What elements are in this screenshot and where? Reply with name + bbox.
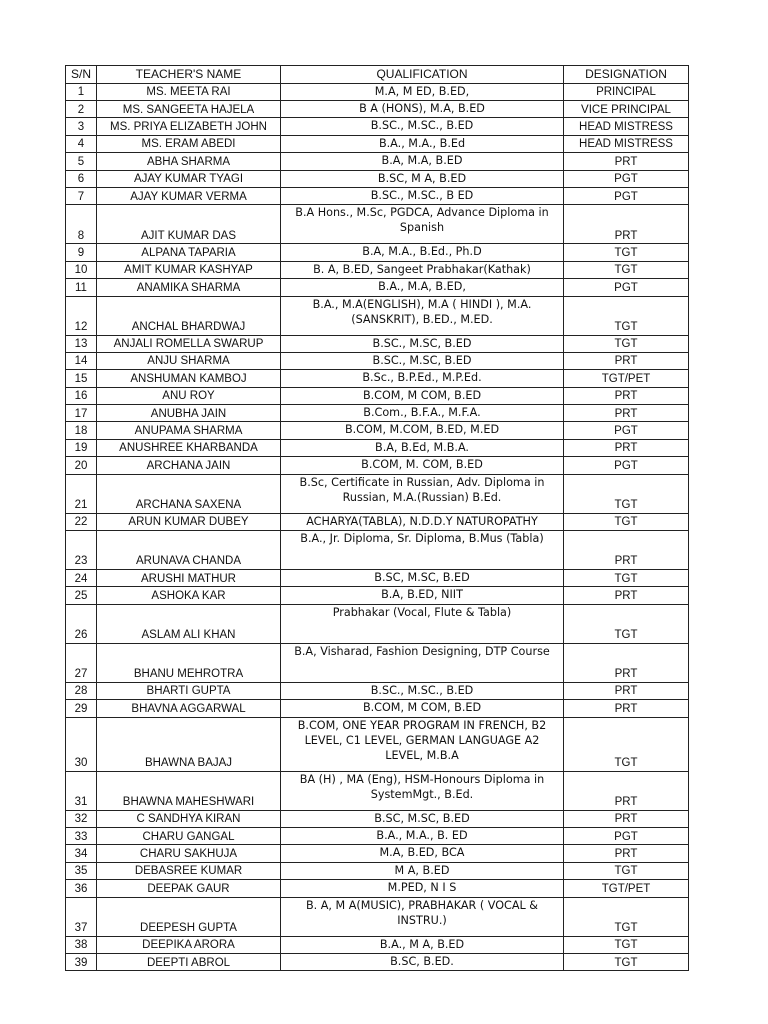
- table-row: [66, 643, 689, 682]
- cell-teacher-name: ARCHANA JAIN: [97, 457, 281, 474]
- cell-qualification: [281, 170, 564, 187]
- header-designation: DESIGNATION: [564, 66, 689, 84]
- qualification-text: M.PED, N I S: [387, 881, 457, 895]
- cell-designation: PRINCIPAL: [564, 83, 689, 100]
- qualification-text: B A (HONS), M.A, B.ED: [359, 101, 485, 115]
- cell-designation: TGT: [564, 296, 689, 335]
- cell-qualification: [281, 862, 564, 879]
- cell-qualification: [281, 83, 564, 100]
- cell-sn: 16: [66, 387, 97, 404]
- cell-sn: 11: [66, 279, 97, 296]
- cell-qualification: [281, 405, 564, 422]
- cell-teacher-name: ARUSHI MATHUR: [97, 570, 281, 587]
- cell-teacher-name: ANAMIKA SHARMA: [97, 279, 281, 296]
- table-row: [66, 100, 689, 117]
- cell-qualification: [281, 531, 564, 570]
- table-row: [66, 387, 689, 404]
- cell-sn: 31: [66, 771, 97, 810]
- cell-sn: 30: [66, 717, 97, 771]
- table-row: [66, 405, 689, 422]
- cell-teacher-name: MS. ERAM ABEDI: [97, 135, 281, 152]
- cell-teacher-name: C SANDHYA KIRAN: [97, 810, 281, 827]
- qualification-text: B.COM, ONE YEAR PROGRAM IN FRENCH, B2 LEVEL, C1 LEVEL, GERMAN LANGUAGE A2 LEVEL, M.B.A: [297, 718, 547, 762]
- cell-designation: PGT: [564, 827, 689, 844]
- table-row: [66, 170, 689, 187]
- cell-sn: 25: [66, 587, 97, 604]
- cell-teacher-name: ASHOKA KAR: [97, 587, 281, 604]
- cell-sn: 4: [66, 135, 97, 152]
- cell-teacher-name: DEEPIKA ARORA: [97, 936, 281, 953]
- qualification-text: B.SC, M.SC, B.ED: [374, 811, 470, 825]
- cell-teacher-name: AJIT KUMAR DAS: [97, 205, 281, 244]
- cell-qualification: [281, 587, 564, 604]
- cell-teacher-name: BHAVNA AGGARWAL: [97, 700, 281, 717]
- cell-teacher-name: ANU ROY: [97, 387, 281, 404]
- cell-qualification: [281, 827, 564, 844]
- table-row: [66, 771, 689, 810]
- cell-sn: 22: [66, 513, 97, 530]
- qualification-text: BA (H) , MA (Eng), HSM-Honours Diploma in SystemMgt., B.Ed.: [299, 772, 545, 801]
- cell-sn: 21: [66, 474, 97, 513]
- cell-teacher-name: ARUNAVA CHANDA: [97, 531, 281, 570]
- cell-designation: TGT: [564, 244, 689, 261]
- cell-sn: 27: [66, 643, 97, 682]
- table-row: [66, 205, 689, 244]
- cell-sn: 24: [66, 570, 97, 587]
- cell-sn: 2: [66, 100, 97, 117]
- table-row: [66, 700, 689, 717]
- cell-designation: PGT: [564, 187, 689, 204]
- cell-designation: PGT: [564, 170, 689, 187]
- table-row: [66, 135, 689, 152]
- cell-designation: TGT: [564, 261, 689, 278]
- cell-qualification: [281, 100, 564, 117]
- qualification-text: B.COM, M COM, B.ED: [362, 388, 482, 402]
- cell-designation: PRT: [564, 587, 689, 604]
- cell-teacher-name: ABHA SHARMA: [97, 153, 281, 170]
- qualification-text: B.A, B.ED, NIIT: [381, 588, 463, 602]
- table-row: [66, 587, 689, 604]
- cell-designation: PRT: [564, 153, 689, 170]
- qualification-text: Prabhakar (Vocal, Flute & Tabla): [332, 605, 512, 619]
- cell-designation: HEAD MISTRESS: [564, 135, 689, 152]
- cell-teacher-name: MS. MEETA RAI: [97, 83, 281, 100]
- cell-qualification: [281, 771, 564, 810]
- qualification-text: B.SC, B.ED.: [390, 954, 454, 968]
- cell-sn: 13: [66, 335, 97, 352]
- cell-sn: 14: [66, 352, 97, 369]
- table-row: [66, 897, 689, 936]
- cell-sn: 26: [66, 604, 97, 643]
- qualification-text: B.Sc., B.P.Ed., M.P.Ed.: [362, 371, 482, 385]
- cell-designation: PRT: [564, 405, 689, 422]
- cell-teacher-name: DEEPTI ABROL: [97, 953, 281, 970]
- cell-teacher-name: AMIT KUMAR KASHYAP: [97, 261, 281, 278]
- cell-qualification: [281, 261, 564, 278]
- cell-qualification: [281, 422, 564, 439]
- table-row: [66, 370, 689, 387]
- qualification-text: M.A, M ED, B.ED,: [374, 84, 470, 98]
- table-row: [66, 352, 689, 369]
- qualification-text: B. A, B.ED, Sangeet Prabhakar(Kathak): [313, 262, 531, 276]
- cell-sn: 37: [66, 897, 97, 936]
- cell-teacher-name: AJAY KUMAR TYAGI: [97, 170, 281, 187]
- cell-qualification: [281, 205, 564, 244]
- cell-qualification: [281, 717, 564, 771]
- table-row: [66, 827, 689, 844]
- cell-sn: 29: [66, 700, 97, 717]
- table-row: [66, 244, 689, 261]
- cell-designation: PRT: [564, 643, 689, 682]
- cell-designation: TGT: [564, 936, 689, 953]
- qualification-text: B.A., M.A, B.ED,: [378, 280, 466, 294]
- table-row: [66, 880, 689, 897]
- cell-designation: VICE PRINCIPAL: [564, 100, 689, 117]
- cell-teacher-name: ANSHUMAN KAMBOJ: [97, 370, 281, 387]
- qualification-text: B.A., M.A(ENGLISH), M.A ( HINDI ), M.A. (SANSKRIT), B.ED., M.ED.: [312, 297, 532, 326]
- cell-qualification: [281, 897, 564, 936]
- cell-designation: TGT: [564, 953, 689, 970]
- cell-qualification: [281, 244, 564, 261]
- table-row: [66, 531, 689, 570]
- cell-sn: 38: [66, 936, 97, 953]
- cell-sn: 3: [66, 118, 97, 135]
- table-row: [66, 335, 689, 352]
- header-teacher-name: TEACHER'S NAME: [97, 66, 281, 84]
- cell-sn: 5: [66, 153, 97, 170]
- cell-sn: 33: [66, 827, 97, 844]
- cell-designation: PRT: [564, 352, 689, 369]
- cell-designation: PRT: [564, 682, 689, 699]
- cell-designation: TGT/PET: [564, 370, 689, 387]
- cell-designation: TGT/PET: [564, 880, 689, 897]
- cell-teacher-name: BHANU MEHROTRA: [97, 643, 281, 682]
- cell-designation: TGT: [564, 513, 689, 530]
- cell-teacher-name: ANJU SHARMA: [97, 352, 281, 369]
- table-row: [66, 187, 689, 204]
- qualification-text: B.SC., M.SC, B.ED: [372, 353, 472, 367]
- cell-designation: PRT: [564, 700, 689, 717]
- cell-designation: TGT: [564, 897, 689, 936]
- table-row: [66, 862, 689, 879]
- qualification-text: B.A., M A, B.ED: [379, 937, 465, 951]
- cell-qualification: [281, 570, 564, 587]
- cell-qualification: [281, 439, 564, 456]
- cell-sn: 1: [66, 83, 97, 100]
- table-row: [66, 83, 689, 100]
- cell-qualification: [281, 474, 564, 513]
- cell-teacher-name: BHARTI GUPTA: [97, 682, 281, 699]
- cell-qualification: [281, 457, 564, 474]
- cell-sn: 39: [66, 953, 97, 970]
- cell-qualification: [281, 153, 564, 170]
- cell-designation: TGT: [564, 474, 689, 513]
- cell-qualification: [281, 682, 564, 699]
- qualification-text: B.A, Visharad, Fashion Designing, DTP Course: [294, 644, 550, 658]
- qualification-text: B.A, B.Ed, M.B.A.: [375, 440, 469, 454]
- cell-teacher-name: ARUN KUMAR DUBEY: [97, 513, 281, 530]
- cell-sn: 19: [66, 439, 97, 456]
- cell-qualification: [281, 118, 564, 135]
- cell-qualification: [281, 296, 564, 335]
- cell-designation: TGT: [564, 717, 689, 771]
- table-body: [66, 83, 689, 971]
- cell-teacher-name: DEEPAK GAUR: [97, 880, 281, 897]
- qualification-text: B.SC., M.SC., B.ED: [370, 119, 474, 133]
- cell-sn: 35: [66, 862, 97, 879]
- qualification-text: B.A Hons., M.Sc, PGDCA, Advance Diploma in Spanish: [295, 206, 549, 235]
- cell-designation: PRT: [564, 810, 689, 827]
- table-row: [66, 513, 689, 530]
- cell-sn: 12: [66, 296, 97, 335]
- qualification-text: B.COM, M COM, B.ED: [362, 701, 482, 715]
- qualification-text: B.A, M.A, B.ED: [381, 154, 463, 168]
- cell-designation: HEAD MISTRESS: [564, 118, 689, 135]
- cell-designation: PGT: [564, 279, 689, 296]
- cell-teacher-name: BHAWNA MAHESHWARI: [97, 771, 281, 810]
- cell-teacher-name: ANCHAL BHARDWAJ: [97, 296, 281, 335]
- table-row: [66, 936, 689, 953]
- qualification-text: B.Sc, Certificate in Russian, Adv. Diploma in Russian, M.A.(Russian) B.Ed.: [299, 475, 545, 504]
- table-header-row: [66, 66, 689, 84]
- qualification-text: M.A, B.ED, BCA: [379, 846, 465, 860]
- cell-designation: PGT: [564, 422, 689, 439]
- cell-qualification: [281, 279, 564, 296]
- qualification-text: B.A., M.A., B.Ed: [378, 136, 466, 150]
- cell-teacher-name: ASLAM ALI KHAN: [97, 604, 281, 643]
- cell-teacher-name: ANJALI ROMELLA SWARUP: [97, 335, 281, 352]
- qualification-text: M A, B.ED: [394, 863, 450, 877]
- table-row: [66, 717, 689, 771]
- cell-sn: 23: [66, 531, 97, 570]
- cell-designation: PRT: [564, 439, 689, 456]
- cell-designation: PRT: [564, 205, 689, 244]
- qualification-text: B.SC., M.SC, B.ED: [372, 336, 472, 350]
- cell-qualification: [281, 352, 564, 369]
- cell-designation: PGT: [564, 457, 689, 474]
- cell-designation: TGT: [564, 335, 689, 352]
- cell-teacher-name: ANUBHA JAIN: [97, 405, 281, 422]
- cell-sn: 7: [66, 187, 97, 204]
- table-row: [66, 845, 689, 862]
- cell-sn: 34: [66, 845, 97, 862]
- table-row: [66, 422, 689, 439]
- cell-qualification: [281, 335, 564, 352]
- cell-teacher-name: ALPANA TAPARIA: [97, 244, 281, 261]
- cell-sn: 6: [66, 170, 97, 187]
- header-qualification: QUALIFICATION: [281, 66, 564, 84]
- teacher-list-table: [65, 65, 689, 971]
- cell-qualification: [281, 845, 564, 862]
- cell-sn: 8: [66, 205, 97, 244]
- cell-sn: 18: [66, 422, 97, 439]
- qualification-text: B. A, M A(MUSIC), PRABHAKAR ( VOCAL & INSTRU.): [305, 898, 539, 927]
- qualification-text: B.SC, M A, B.ED: [377, 171, 467, 185]
- qualification-text: B.COM, M.COM, B.ED, M.ED: [344, 423, 500, 437]
- cell-sn: 10: [66, 261, 97, 278]
- cell-teacher-name: MS. PRIYA ELIZABETH JOHN: [97, 118, 281, 135]
- cell-teacher-name: ANUSHREE KHARBANDA: [97, 439, 281, 456]
- table-row: [66, 439, 689, 456]
- cell-designation: TGT: [564, 604, 689, 643]
- table-row: [66, 261, 689, 278]
- table-row: [66, 604, 689, 643]
- cell-teacher-name: AJAY KUMAR VERMA: [97, 187, 281, 204]
- cell-teacher-name: MS. SANGEETA HAJELA: [97, 100, 281, 117]
- cell-designation: PRT: [564, 387, 689, 404]
- cell-qualification: [281, 135, 564, 152]
- cell-designation: PRT: [564, 845, 689, 862]
- qualification-text: B.SC., M.SC., B.ED: [370, 683, 474, 697]
- table-row: [66, 682, 689, 699]
- cell-qualification: [281, 643, 564, 682]
- header-sn: S/N: [66, 66, 97, 84]
- qualification-text: B.SC., M.SC., B ED: [370, 188, 474, 202]
- qualification-text: B.COM, M. COM, B.ED: [361, 458, 483, 472]
- cell-teacher-name: BHAWNA BAJAJ: [97, 717, 281, 771]
- table-row: [66, 953, 689, 970]
- cell-qualification: [281, 370, 564, 387]
- qualification-text: B.Com., B.F.A., M.F.A.: [363, 406, 481, 420]
- cell-sn: 32: [66, 810, 97, 827]
- cell-designation: TGT: [564, 862, 689, 879]
- cell-designation: PRT: [564, 771, 689, 810]
- cell-qualification: [281, 936, 564, 953]
- table-row: [66, 570, 689, 587]
- qualification-text: B.SC, M.SC, B.ED: [374, 571, 470, 585]
- cell-designation: PRT: [564, 531, 689, 570]
- qualification-text: B.A, M.A., B.Ed., Ph.D: [362, 245, 482, 259]
- cell-teacher-name: DEBASREE KUMAR: [97, 862, 281, 879]
- cell-qualification: [281, 604, 564, 643]
- table-row: [66, 279, 689, 296]
- cell-sn: 15: [66, 370, 97, 387]
- table-row: [66, 153, 689, 170]
- cell-sn: 17: [66, 405, 97, 422]
- cell-designation: TGT: [564, 570, 689, 587]
- cell-sn: 20: [66, 457, 97, 474]
- cell-teacher-name: ARCHANA SAXENA: [97, 474, 281, 513]
- cell-teacher-name: ANUPAMA SHARMA: [97, 422, 281, 439]
- cell-teacher-name: CHARU SAKHUJA: [97, 845, 281, 862]
- cell-qualification: [281, 513, 564, 530]
- table-row: [66, 474, 689, 513]
- cell-qualification: [281, 880, 564, 897]
- cell-sn: 36: [66, 880, 97, 897]
- cell-teacher-name: DEEPESH GUPTA: [97, 897, 281, 936]
- cell-qualification: [281, 953, 564, 970]
- cell-qualification: [281, 187, 564, 204]
- table-row: [66, 810, 689, 827]
- table-row: [66, 296, 689, 335]
- table-row: [66, 457, 689, 474]
- cell-teacher-name: CHARU GANGAL: [97, 827, 281, 844]
- qualification-text: B.A., Jr. Diploma, Sr. Diploma, B.Mus (Tabla): [300, 532, 544, 546]
- cell-sn: 9: [66, 244, 97, 261]
- cell-qualification: [281, 700, 564, 717]
- cell-sn: 28: [66, 682, 97, 699]
- qualification-text: ACHARYA(TABLA), N.D.D.Y NATUROPATHY: [306, 514, 538, 528]
- table-row: [66, 118, 689, 135]
- cell-qualification: [281, 387, 564, 404]
- cell-qualification: [281, 810, 564, 827]
- qualification-text: B.A., M.A., B. ED: [376, 828, 468, 842]
